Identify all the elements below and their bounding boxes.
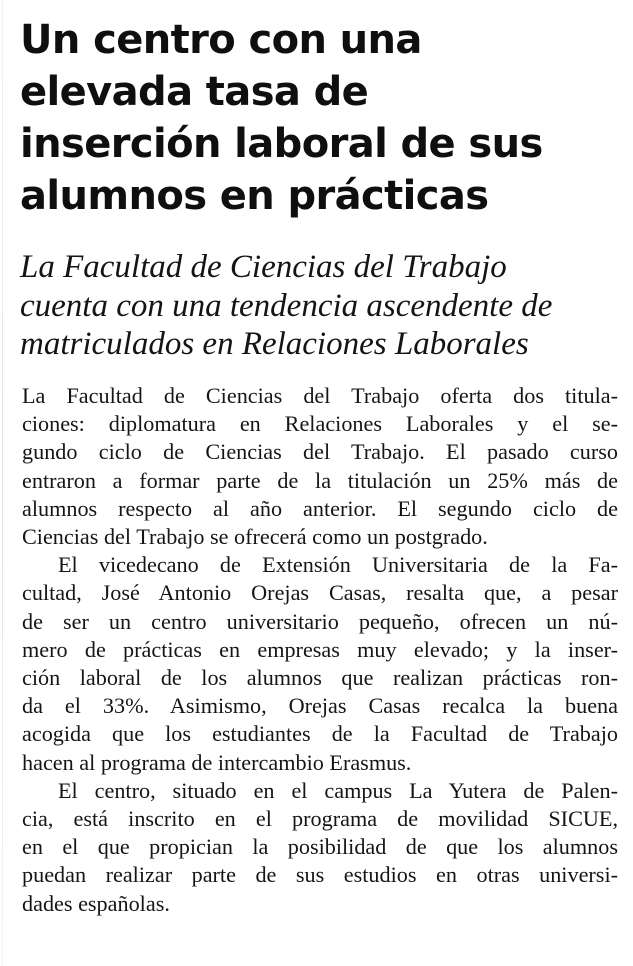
body-line: ciones: diplomatura en Relaciones Laborales y el se-: [22, 411, 618, 437]
body-line: alumnos respecto al año anterior. El segundo ciclo de: [22, 495, 618, 521]
body-line: gundo ciclo de Ciencias del Trabajo. El pasado curso: [22, 439, 618, 465]
body-line: dades españolas.: [22, 890, 170, 916]
body-line: da el 33%. Asimismo, Orejas Casas recalca la buena: [22, 693, 618, 719]
body-paragraph: [22, 551, 618, 777]
body-line: El vicedecano de Extensión Universitaria de la Fa-: [58, 552, 618, 578]
scan-edge-shadow: [2, 0, 3, 966]
body-line: ción laboral de los alumnos que realizan prácticas ron-: [22, 665, 618, 691]
body-line: El centro, situado en el campus La Yutera de Palen-: [58, 777, 618, 803]
headline-line: elevada tasa de: [20, 69, 369, 115]
body-line: cultad, José Antonio Orejas Casas, resalta que, a pesar: [22, 580, 618, 606]
body-line: puedan realizar parte de sus estudios en otras universi-: [22, 862, 618, 888]
body-paragraph: [22, 382, 618, 551]
article-body: [22, 382, 618, 918]
article-headline: [20, 14, 620, 222]
body-line: acogida que los estudiantes de la Facultad de Trabajo: [22, 721, 618, 747]
subhead-line: cuenta con una tendencia ascendente de: [20, 287, 553, 324]
body-line: La Facultad de Ciencias del Trabajo oferta dos titula-: [22, 383, 618, 408]
body-line: mero de prácticas en empresas muy elevado; y la inser-: [22, 636, 618, 662]
article-subhead: [20, 248, 620, 364]
headline-line: Un centro con una: [20, 17, 422, 63]
body-line: hacen al programa de intercambio Erasmus.: [22, 749, 412, 775]
headline-line: alumnos en prácticas: [20, 173, 489, 219]
subhead-line: La Facultad de Ciencias del Trabajo: [20, 249, 507, 285]
body-line: de ser un centro universitario pequeño, ofrecen un nú-: [22, 608, 618, 634]
body-line: en el que propician la posibilidad de que los alumnos: [22, 834, 618, 860]
subhead-line: matriculados en Relaciones Laborales: [20, 326, 529, 362]
headline-line: inserción laboral de sus: [20, 121, 543, 167]
body-line: entraron a formar parte de la titulación un 25% más de: [22, 467, 618, 493]
body-paragraph: [22, 777, 618, 918]
body-line: Ciencias del Trabajo se ofrecerá como un postgrado.: [22, 524, 488, 550]
body-line: cia, está inscrito en el programa de movilidad SICUE,: [22, 806, 618, 832]
